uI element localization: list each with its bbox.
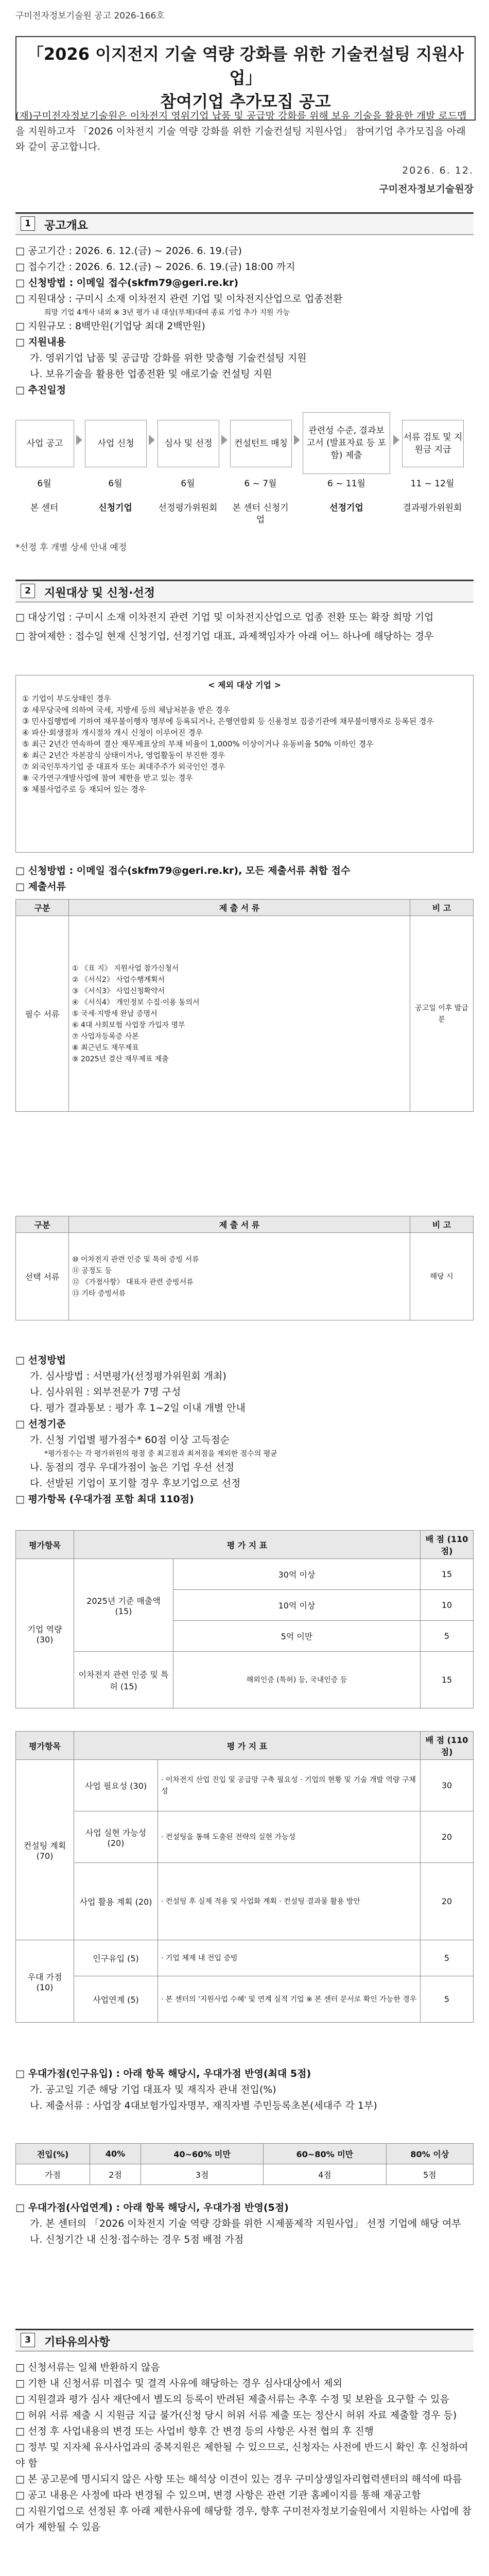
cell: 4점 xyxy=(264,2164,386,2185)
step-who-2: 신청기업 xyxy=(98,503,132,513)
score-sub: 인구유입 (5) xyxy=(74,1940,158,1976)
doc-item: ⑪ 공정도 등 xyxy=(72,1266,112,1275)
score-sub: 사업연계 (5) xyxy=(74,1976,158,2023)
col-header: 평가항목 xyxy=(16,1732,74,1760)
step-who-4: 본 센터 신청기업 xyxy=(232,503,289,525)
cell: 3점 xyxy=(141,2164,263,2185)
arrow-icon xyxy=(221,435,228,445)
issuer: 구미전자정보기술원장 xyxy=(379,183,474,195)
step-date-3: 6월 xyxy=(181,479,195,489)
score-sub: 사업 활용 계획 (20) xyxy=(74,1863,158,1940)
doc-item: ② 《서식2》 사업수행계획서 xyxy=(72,975,165,984)
exclusion-item: ⑦ 외국인투자기업 중 대표자 또는 최대주주가 외국인인 경우 xyxy=(22,762,225,771)
step-box-4: 컨설턴트 매칭 xyxy=(230,420,292,467)
score-table-1 xyxy=(15,1530,474,1708)
criteria-item: 가. 신청 기업별 평가점수* 60점 이상 고득점순 xyxy=(30,1434,230,1446)
selection-item: 나. 심사위원 : 외부전문가 7명 구성 xyxy=(30,1386,181,1398)
doc-note: 공고일 이후 발급분 xyxy=(410,916,474,1112)
table-row xyxy=(16,1976,474,2023)
col-header: 40~60% 미만 xyxy=(141,2144,263,2164)
col-header: 평 가 지 표 xyxy=(74,1531,421,1559)
notice-number: 구미전자정보기술원 공고 2026-166호 xyxy=(15,11,165,21)
step-who-3: 선정평가위원회 xyxy=(158,503,218,513)
score-value: 15 xyxy=(421,1559,474,1590)
section-number: 1 xyxy=(21,216,35,231)
arrow-icon xyxy=(294,435,300,445)
table-row xyxy=(16,1811,474,1863)
exclusion-box xyxy=(15,675,474,853)
col-header: 배 점 (110점) xyxy=(421,1531,474,1559)
note-item: □ 본 공고문에 명시되지 않은 사항 또는 해석상 이견이 있는 경우 구미상생일자리협력센터의 해석에 따름 xyxy=(15,2473,462,2485)
item-period: □ 공고기간 : 2026. 6. 12.(금) ~ 2026. 6. 19.(금) xyxy=(15,245,242,257)
exclusion-item: ③ 민사집행법에 기하여 채무불이행자 명부에 등록되거나, 은행연합회 등 신용정보 집중기관에 채무불이행자로 등록된 경우 xyxy=(22,717,434,726)
bonus1-block xyxy=(15,2066,474,2114)
schedule-note: *선정 후 개별 상세 안내 예정 xyxy=(15,543,127,553)
cell: 가점 xyxy=(16,2164,90,2185)
score-sub: 사업 실현 가능성 (20) xyxy=(74,1811,158,1863)
section-title: 기타유의사항 xyxy=(44,2336,110,2349)
doc-list xyxy=(69,1233,410,1320)
note-item: □ 공고 내용은 사정에 따라 변경될 수 있으며, 변경 사항은 관련 기관 홈페이지를 통해 재공고함 xyxy=(15,2489,421,2501)
doc-item: ⑤ 국세·지방세 완납 증명서 xyxy=(72,1009,158,1018)
criteria-item: 나. 동점의 경우 우대가점이 높은 기업 우선 선정 xyxy=(30,1462,235,1473)
col-header: 비 고 xyxy=(410,1216,474,1233)
note-item: □ 선정 후 사업내용의 변경 또는 사업비 향후 간 변경 등의 사항은 사전 협의 후 진행 xyxy=(15,2426,374,2437)
docs-table xyxy=(15,899,474,1112)
item-target-note: 희망 기업 4개사 내외 ※ 3년 평가 내 대상(부채)대여 종료 기업 추가 지원 가능 xyxy=(44,309,290,317)
step-box-2: 사업 신청 xyxy=(85,420,147,467)
score-case: 5억 이만 xyxy=(173,1621,421,1652)
exclusion-item: ② 세무당국에 의하여 국세, 지방세 등의 체납처분을 받은 경우 xyxy=(22,705,231,715)
docs-table-optional xyxy=(15,1216,474,1320)
score-case: 10억 이상 xyxy=(173,1590,421,1621)
score-group: 컨설팅 계획 (70) xyxy=(16,1760,74,1940)
section-number: 3 xyxy=(21,2333,35,2347)
step-box-3: 심사 및 선정 xyxy=(158,420,219,467)
score-sub: 이차전지 관련 인증 및 특허 (15) xyxy=(74,1652,173,1708)
score-sub: 2025년 기준 매출액 (15) xyxy=(74,1559,173,1652)
col-header: 평 가 지 표 xyxy=(74,1732,421,1760)
content-b: 나. 보유기술을 활용한 업종전환 및 애로기술 컨설팅 지원 xyxy=(30,368,272,380)
section-1-body xyxy=(15,243,474,398)
doc-list xyxy=(69,916,410,1112)
score-desc: · 이차전지 산업 진입 및 공급망 구축 필요성 · 기업의 현황 및 기술 개발 역량 구체성 xyxy=(158,1760,421,1811)
cell: 5점 xyxy=(386,2164,473,2185)
cell: 2점 xyxy=(90,2164,141,2185)
doc-item: ⑩ 이차전지 관련 인증 및 특허 증빙 서류 xyxy=(72,1255,199,1264)
table-row xyxy=(16,1652,474,1708)
content-a: 가. 영위기업 납품 및 공급망 강화를 위한 맞춤형 기술컨설팅 지원 xyxy=(30,352,307,364)
score-case: 30억 이상 xyxy=(173,1559,421,1590)
table-row xyxy=(16,1940,474,1976)
table-row xyxy=(16,916,474,1112)
table-row xyxy=(16,1559,474,1590)
exclusion-item: ⑥ 최근 2년간 자본잠식 상태이거나, 영업활동이 부진한 경우 xyxy=(22,751,225,760)
exclusion-item: ① 기업이 부도상태인 경우 xyxy=(22,694,111,703)
score-case: 해외인증 (특허) 등, 국내인증 등 xyxy=(173,1652,421,1708)
score-value: 15 xyxy=(421,1652,474,1708)
note-item: □ 허위 서류 제출 시 지원금 지급 불가(신청 당시 허위 서류 제출 또는 정산시 허위 자료 제출할 경우 등) xyxy=(15,2410,457,2421)
criteria-note: *평가점수는 각 평가위원의 평점 중 최고점과 최저점을 제외한 점수의 평균 xyxy=(44,1450,277,1458)
item-schedule: □ 추진일정 xyxy=(15,384,66,396)
exclusion-title: < 제외 대상 기업 > xyxy=(208,680,281,690)
note-item: □ 지원기업으로 선정된 후 아래 제한사유에 해당할 경우, 향후 구미전자정보기술원에서 지원하는 사업에 참여가 제한될 수 있음 xyxy=(15,2505,471,2533)
section-2-intro xyxy=(15,609,474,645)
step-box-6: 서류 검토 및 지원금 지급 xyxy=(402,420,464,467)
doc-category: 선택 서류 xyxy=(16,1233,69,1320)
selection-item: 다. 평가 결과통보 : 평가 후 1~2일 이내 개별 안내 xyxy=(30,1402,246,1414)
note-item: □ 기한 내 신청서류 미접수 및 결격 사유에 해당하는 경우 심사대상에서 제외 xyxy=(15,2378,343,2389)
item-method: □ 신청방법 : 이메일 접수(skfm79@geri.re.kr) xyxy=(15,277,239,289)
step-date-5: 6 ~ 11월 xyxy=(327,479,365,489)
score-table-2 xyxy=(15,1731,474,2023)
col-header: 구분 xyxy=(16,1216,69,1233)
item-content: □ 지원내용 xyxy=(15,336,66,348)
step-who-1: 본 센터 xyxy=(30,503,59,513)
exclusion-item: ④ 파산·회생절차 개시절차 개시 신청이 이루어진 경우 xyxy=(22,728,203,737)
ratio-table xyxy=(15,2143,474,2185)
section-3-body xyxy=(15,2360,474,2535)
col-header: 배 점 (110점) xyxy=(421,1732,474,1760)
bonus2-desc: 가. 본 센터의 「2026 이차전지 기술 역량 강화를 위한 시제품제작 지원사업」 선정 기업에 해당 여부 xyxy=(30,2218,461,2229)
bonus2-desc: 나. 신청기간 내 신청·접수하는 경우 5점 배점 가점 xyxy=(30,2234,244,2245)
exclusion-intro: □ 참여제한 : 접수일 현재 신청기업, 선정기업 대표, 과제책임자가 아래 어느 하나에 해당하는 경우 xyxy=(15,631,434,642)
step-date-1: 6월 xyxy=(37,479,51,489)
doc-category: 필수 서류 xyxy=(16,916,69,1112)
col-header: 제 출 서 류 xyxy=(69,900,410,916)
exclusion-item: ⑧ 국가연구개발사업에 참여 제한을 받고 있는 경우 xyxy=(22,773,193,783)
score-value: 10 xyxy=(421,1590,474,1621)
score-value: 20 xyxy=(421,1863,474,1940)
table-row xyxy=(16,2164,474,2185)
col-header: 전입(%) xyxy=(16,2144,90,2164)
col-header: 제 출 서 류 xyxy=(69,1216,410,1233)
item-scale: □ 지원규모 : 8백만원(기업당 최대 2백만원) xyxy=(15,320,205,332)
score-desc: · 기업 체제 내 전입 증빙 xyxy=(158,1940,421,1976)
bonus1-title: □ 우대가점(인구유입) : 아래 항목 해당시, 우대가점 반영(최대 5점) xyxy=(15,2068,311,2079)
score-title: □ 평가항목 (우대가점 포함 최대 110점) xyxy=(15,1494,194,1505)
step-who-5: 선정기업 xyxy=(329,503,363,513)
table-row xyxy=(16,1233,474,1320)
table-row xyxy=(16,1863,474,1940)
col-header: 평가항목 xyxy=(16,1531,74,1559)
apply-method: □ 신청방법 : 이메일 접수(skfm79@geri.re.kr), 모든 제출서류 취합 접수 xyxy=(15,865,351,876)
col-header: 40% xyxy=(90,2144,141,2164)
step-box-1: 사업 공고 xyxy=(15,420,74,467)
doc-item: ① 《표 지》 지원사업 참가신청서 xyxy=(72,964,179,973)
section-2-header xyxy=(15,580,474,602)
note-item: □ 정부 및 지자체 유사사업과의 중복지원은 제한될 수 있으므로, 신청자는 사전에 반드시 확인 후 신청하여야 함 xyxy=(15,2442,468,2469)
item-receipt: □ 접수기간 : 2026. 6. 12.(금) ~ 2026. 6. 19.(금) 18:00 까지 xyxy=(15,261,295,273)
schedule-flow xyxy=(15,412,474,556)
doc-item: ⑬ 기타 증빙서류 xyxy=(72,1289,126,1298)
item-target: □ 지원대상 : 구미시 소재 이차전지 관련 기업 및 이차전지산업으로 업종전환 xyxy=(15,293,343,304)
intro-paragraph: (재)구미전자정보기술원은 이차전지 영위기업 납품 및 공급망 강화를 위해 보유 기술을 활용한 개발 로드맵을 지원하고자 「2026 이차전지 기술 역량 강화를 위한 기술컨설팅 지원사업」 참여기업 추가모집을 아래와 같이 공고합니다. xyxy=(15,110,467,152)
step-date-4: 6 ~ 7월 xyxy=(244,479,277,489)
criteria-item: 다. 선발된 기업이 포기할 경우 후보기업으로 선정 xyxy=(30,1478,241,1489)
col-header: 60~80% 미만 xyxy=(264,2144,386,2164)
col-header: 80% 이상 xyxy=(386,2144,473,2164)
doc-item: ⑧ 최근년도 재무제표 xyxy=(72,1043,139,1052)
step-box-5: 관련성 수준, 결과보고서 (발표자료 등 포함) 제출 xyxy=(303,412,390,474)
doc-item: ③ 《서식3》 사업신청확약서 xyxy=(72,987,165,995)
doc-item: ⑫ 《가점사항》 대표자 관련 증빙서류 xyxy=(72,1278,194,1286)
score-desc: · 본 센터의 '지원사업 수혜' 및 연계 실적 기업 ※ 본 센터 문서로 확인 가능한 경우 xyxy=(158,1976,421,2023)
criteria-title: □ 선정기준 xyxy=(15,1418,66,1430)
section-title: 지원대상 및 신청·선정 xyxy=(44,587,155,600)
section-title: 공고개요 xyxy=(44,219,89,232)
doc-note: 해당 시 xyxy=(410,1233,474,1320)
score-value: 20 xyxy=(421,1811,474,1863)
section-1-header xyxy=(15,212,474,235)
exclusion-item: ⑨ 체불사업주로 등 재되어 있는 경우 xyxy=(22,785,146,794)
score-desc: · 컨설팅을 통해 도출된 전략의 실현 가능성 xyxy=(158,1811,421,1863)
docs-title: □ 제출서류 xyxy=(15,881,66,892)
step-date-2: 6월 xyxy=(108,479,123,489)
score-desc: · 컨설팅 후 실제 적용 및 사업화 계획 · 컨설팅 결과물 활용 방안 xyxy=(158,1863,421,1940)
title-line-1: 「2026 이지전지 기술 역량 강화를 위한 기술컨설팅 지원사업」 xyxy=(27,44,464,88)
bonus2-block xyxy=(15,2200,474,2248)
selection-block xyxy=(15,1352,474,1507)
step-date-6: 11 ~ 12월 xyxy=(410,479,455,489)
arrow-icon xyxy=(393,435,399,445)
section-3-header xyxy=(15,2329,474,2351)
note-item: □ 신청서류는 일체 반환하지 않음 xyxy=(15,2362,160,2373)
notice-date: 2026. 6. 12. xyxy=(402,165,474,176)
note-item: □ 지원결과 평가 심사 재단에서 별도의 등록이 반려된 제출서류는 추후 수정 및 보완을 요구할 수 있음 xyxy=(15,2394,449,2405)
doc-item: ⑦ 사업자등록증 사본 xyxy=(72,1032,139,1041)
selection-item: 가. 심사방법 : 서면평가(선정평가위원회 개최) xyxy=(30,1370,226,1382)
table-row xyxy=(16,1760,474,1811)
bonus1-desc: 가. 공고일 기준 해당 기업 대표자 및 재직자 관내 전입(%) xyxy=(30,2084,276,2095)
bonus1-desc: 나. 제출서류 : 사업장 4대보험가입자명부, 재직자별 주민등록초본(세대주 각 1부) xyxy=(30,2100,377,2111)
apply-block xyxy=(15,863,474,895)
section-number: 2 xyxy=(21,584,35,598)
doc-item: ⑥ 4대 사회보험 사업장 가입자 명부 xyxy=(72,1021,185,1029)
score-group: 기업 역량 (30) xyxy=(16,1559,74,1708)
selection-title: □ 선정방법 xyxy=(15,1354,66,1366)
score-value: 5 xyxy=(421,1976,474,2023)
score-value: 30 xyxy=(421,1760,474,1811)
arrow-icon xyxy=(76,435,82,445)
score-value: 5 xyxy=(421,1621,474,1652)
step-who-6: 결과평가위원회 xyxy=(403,503,462,513)
doc-item: ⑨ 2025년 결산 재무제표 제출 xyxy=(72,1055,169,1063)
col-header: 구분 xyxy=(16,900,69,916)
score-sub: 사업 필요성 (30) xyxy=(74,1760,158,1811)
exclusion-item: ⑤ 최근 2년간 연속하여 결산 재무제표상의 부채 비율이 1,000% 이상이거나 유동비율 50% 이하인 경우 xyxy=(22,739,374,749)
title-line-2: 참여기업 추가모집 공고 xyxy=(160,92,331,111)
bonus2-title: □ 우대가점(사업연계) : 아래 항목 해당시, 우대가점 반영(5점) xyxy=(15,2202,289,2213)
col-header: 비 고 xyxy=(410,900,474,916)
target-companies: □ 대상기업 : 구미시 소재 이차전지 관련 기업 및 이차전지산업으로 업종 전환 또는 확장 희망 기업 xyxy=(15,612,434,623)
score-group: 우대 가점 (10) xyxy=(16,1940,74,2023)
arrow-icon xyxy=(149,435,155,445)
doc-item: ④ 《서식4》 개인정보 수집·이용 동의서 xyxy=(72,998,200,1007)
score-value: 5 xyxy=(421,1940,474,1976)
